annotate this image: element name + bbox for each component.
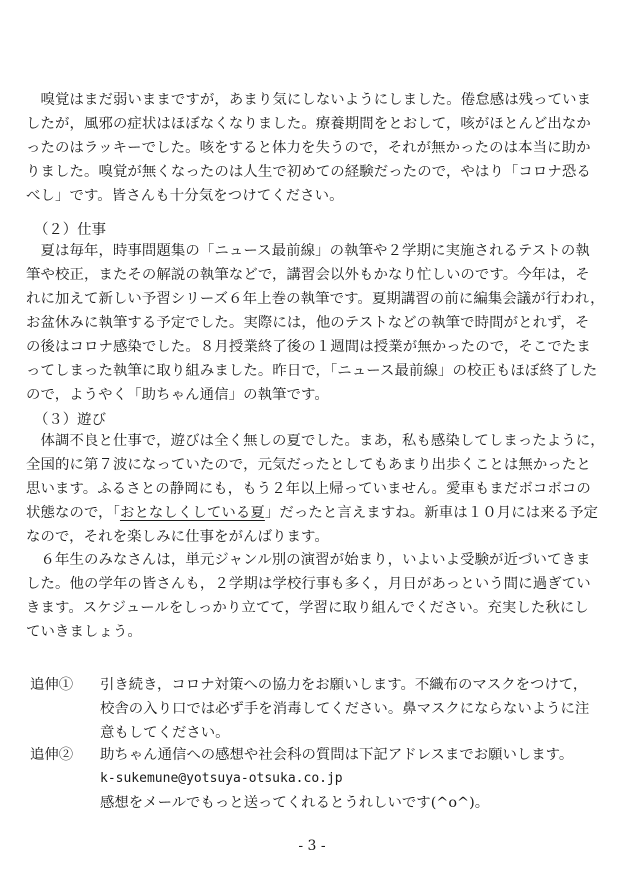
page-number: - 3 - [298, 838, 326, 854]
text-segment: 」だったと言えますね。新車は１０月には来る予定 [264, 505, 599, 521]
text-line: ったのはラッキーでした。咳をすると体力を失うので，それが無かったのは本当に助か [26, 140, 591, 156]
postscript-2-body [100, 743, 580, 815]
text-line: 助ちゃん通信への感想や社会科の質問は下記アドレスまでお願いします。 [100, 747, 574, 763]
postscript-1-body [100, 673, 590, 745]
section-heading-work: （２）仕事 [34, 222, 106, 238]
postscript-1-label: 追伸① [30, 677, 74, 693]
text-line: 筆や校正，またその解説の執筆などで，講習会以外もかなり忙しいのです。今年は，そ [26, 267, 590, 283]
text-line: ６年生のみなさんは，単元ジャンル別の演習が始まり，いよいよ受験が近づいてきま [26, 552, 591, 568]
text-line: したが，風邪の症状はほぼなくなりました。療養期間をとおして，咳がほとんど出なか [26, 116, 591, 132]
text-line: 嗅覚はまだ弱いままですが，あまり気にしないようにしました。倦怠感は残っていま [26, 92, 592, 108]
text-line: 感想をメールでもっと送ってくれるとうれしいです(^o^)。 [100, 795, 490, 811]
underlined-phrase: おとなしくしている夏 [119, 505, 265, 521]
text-line: 全国的に第７波になっていたので，元気だったとしてもあまり出歩くことは無かったと [26, 457, 591, 473]
section-heading-play: （３）遊び [34, 412, 106, 428]
intro-paragraph [26, 88, 592, 208]
text-line: した。他の学年の皆さんも，２学期は学校行事も多く，月日があっという間に過ぎてい [26, 576, 591, 592]
work-paragraph [26, 239, 605, 407]
text-line: きます。スケジュールをしっかり立てて，学習に取り組んでください。充実した秋にし [26, 600, 589, 616]
text-line: ってしまった執筆に取り組みました。昨日で，「ニュース最前線」の校正もほぼ終了した [26, 363, 598, 379]
text-line: 引き続き，コロナ対策への協力をお願いします。不織布のマスクをつけて， [100, 677, 588, 693]
play-paragraph [26, 429, 605, 549]
text-line: ので，ようやく「助ちゃん通信」の執筆です。 [26, 387, 329, 403]
text-line: 思います。ふるさとの静岡にも，もう２年以上帰っていません。愛車もまだボコボコの [26, 481, 591, 497]
text-line: べし」です。皆さんも十分気をつけてください。 [26, 188, 344, 204]
text-line: お盆休みに執筆する予定でした。実際には，他のテストなどの執筆で時間がとれず，そ [26, 315, 590, 331]
text-line-with-underline [26, 501, 599, 525]
text-line: 体調不良と仕事で，遊びは全く無しの夏でした。まあ，私も感染してしまったように， [26, 433, 605, 449]
text-line: の後はコロナ感染でした。８月授業終了後の１週間は授業が無かったので，そこでたま [26, 339, 591, 355]
text-line: 夏は毎年，時事問題集の「ニュース最前線」の執筆や２学期に実施されるテストの執 [26, 243, 590, 259]
text-line: なので，それを楽しみに仕事をがんばります。 [26, 529, 329, 545]
text-segment: 状態なので，「 [26, 505, 120, 521]
postscript-2-label: 追伸② [30, 747, 74, 763]
closing-paragraph [26, 548, 591, 644]
text-line: 校舎の入り口では必ず手を消毒してください。鼻マスクにならないように注 [100, 701, 590, 717]
text-line: 意もしてください。 [100, 725, 230, 741]
text-line: ていきましょう。 [26, 624, 142, 640]
email-address: k-sukemune@yotsuya-otsuka.co.jp [100, 771, 343, 786]
text-line: れに加えて新しい予習シリーズ６年上巻の執筆です。夏期講習の前に編集会議が行われ， [26, 291, 605, 307]
text-line: りました。嗅覚が無くなったのは人生で初めての経験だったので，やはり「コロナ恐る [26, 164, 591, 180]
